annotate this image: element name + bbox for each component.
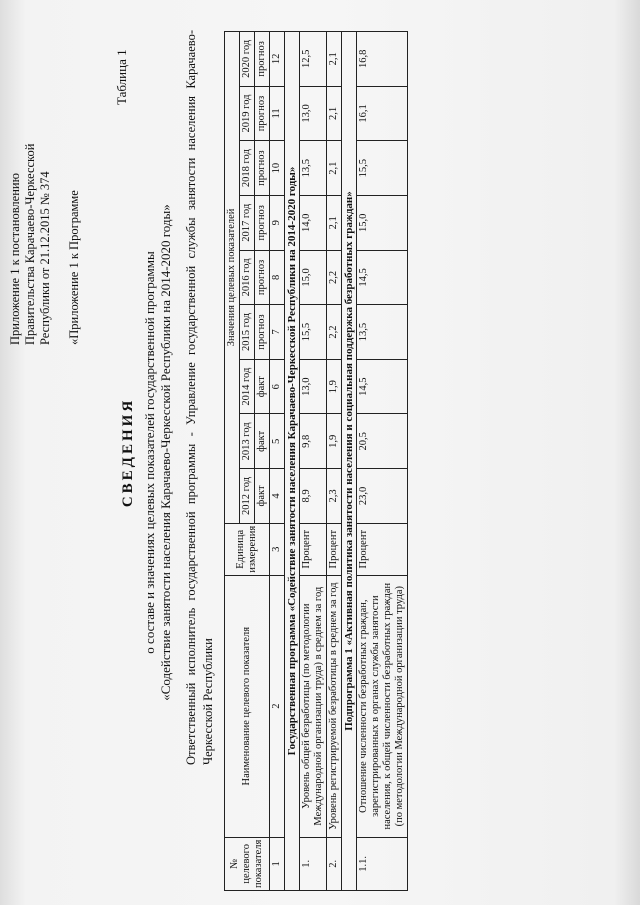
column-number: 9 — [270, 195, 285, 250]
header-year: 2017 год — [240, 195, 255, 250]
appendix-line-2: Правительства Карачаево-Черкесской — [23, 143, 37, 345]
row-indicator-name: Уровень регистрируемой безработицы в среднем за год — [327, 575, 342, 837]
row-value: 14,5 — [357, 359, 408, 414]
column-number: 7 — [270, 305, 285, 360]
appendix-line-1: Приложение 1 к постановлению — [8, 173, 22, 345]
table-row — [300, 32, 327, 891]
appendix-line-4: «Приложение 1 к Программе — [67, 190, 81, 345]
column-number: 10 — [270, 141, 285, 196]
appendix-note — [8, 45, 82, 345]
row-value: 15,5 — [357, 141, 408, 196]
row-value: 2,2 — [327, 305, 342, 360]
row-number: 1. — [300, 837, 327, 890]
header-year: 2020 год — [240, 32, 255, 87]
responsible-executor: Ответственный исполнитель государственной программы - Управление государственной службы занятости населения Карачаево-Черкесской Республики — [184, 30, 215, 765]
table-header-row-1 — [225, 32, 240, 891]
row-value: 2,1 — [327, 195, 342, 250]
header-status: прогноз — [255, 250, 270, 305]
header-status: прогноз — [255, 195, 270, 250]
document-subtitle-1: о составе и значениях целевых показателей государственной программы — [142, 251, 157, 654]
row-unit: Процент — [300, 523, 327, 575]
header-name: Наименование целевого показателя — [225, 575, 270, 837]
row-value: 15,0 — [357, 195, 408, 250]
column-number: 4 — [270, 469, 285, 524]
row-value: 1,9 — [327, 414, 342, 469]
row-value: 23,0 — [357, 469, 408, 524]
header-unit: Единица измерения — [225, 523, 270, 575]
section-title-program: Государственная программа «Содействие занятости населения Карачаево-Черкесской Республики на 2014-2020 годы» — [285, 32, 300, 891]
row-value: 16,1 — [357, 86, 408, 141]
header-status: прогноз — [255, 305, 270, 360]
document-subtitle-2: «Содействие занятости населения Карачаево-Черкесской Республики на 2014-2020 годы» — [158, 204, 173, 701]
row-value: 2,2 — [327, 250, 342, 305]
row-value: 13,0 — [300, 359, 327, 414]
header-year: 2012 год — [240, 469, 255, 524]
row-value: 1,9 — [327, 359, 342, 414]
header-year: 2013 год — [240, 414, 255, 469]
header-status: факт — [255, 359, 270, 414]
row-unit: Процент — [327, 523, 342, 575]
header-year: 2018 год — [240, 141, 255, 196]
section-title-subprogram-1: Подпрограмма 1 «Активная политика занятости населения и социальная поддержка безработных граждан» — [342, 32, 357, 891]
row-indicator-name: Отношение численности безработных граждан, зарегистрированных в органах службы занятости населения, к общей численности безработных граждан (по методологии Международной организации труда) — [357, 575, 408, 837]
row-value: 13,0 — [300, 86, 327, 141]
row-value: 8,9 — [300, 469, 327, 524]
row-value: 13,5 — [300, 141, 327, 196]
header-year: 2019 год — [240, 86, 255, 141]
row-value: 9,8 — [300, 414, 327, 469]
row-value: 2,1 — [327, 32, 342, 87]
section-row-subprogram-1 — [342, 32, 357, 891]
row-value: 20,5 — [357, 414, 408, 469]
header-year: 2016 год — [240, 250, 255, 305]
header-status: прогноз — [255, 86, 270, 141]
row-value: 13,5 — [357, 305, 408, 360]
header-values-group: Значения целевых показателей — [225, 32, 240, 524]
header-status: прогноз — [255, 141, 270, 196]
row-value: 15,5 — [300, 305, 327, 360]
table-column-numbers — [270, 32, 285, 891]
row-value: 16,8 — [357, 32, 408, 87]
header-status: факт — [255, 414, 270, 469]
header-number: № целевого показателя — [225, 837, 270, 890]
row-value: 14,5 — [357, 250, 408, 305]
column-number: 5 — [270, 414, 285, 469]
header-year: 2015 год — [240, 305, 255, 360]
column-number: 12 — [270, 32, 285, 87]
row-value: 12,5 — [300, 32, 327, 87]
row-number: 1.1. — [357, 837, 408, 890]
appendix-line-3: Республики от 21.12.2015 № 374 — [38, 171, 52, 345]
row-value: 14,0 — [300, 195, 327, 250]
section-row-program — [285, 32, 300, 891]
column-number: 3 — [270, 523, 285, 575]
column-number: 1 — [270, 837, 285, 890]
header-year: 2014 год — [240, 359, 255, 414]
row-value: 2,1 — [327, 86, 342, 141]
column-number: 6 — [270, 359, 285, 414]
row-indicator-name: Уровень общей безработицы (по методологии Международной организации труда) в среднем за год — [300, 575, 327, 837]
table-number: Таблица 1 — [114, 49, 129, 105]
header-status: факт — [255, 469, 270, 524]
header-status: прогноз — [255, 32, 270, 87]
row-value: 2,3 — [327, 469, 342, 524]
row-value: 15,0 — [300, 250, 327, 305]
column-number: 11 — [270, 86, 285, 141]
row-unit: Процент — [357, 523, 408, 575]
column-number: 8 — [270, 250, 285, 305]
document-title: СВЕДЕНИЯ — [120, 397, 136, 508]
table-row — [357, 32, 408, 891]
column-number: 2 — [270, 575, 285, 837]
row-value: 2,1 — [327, 141, 342, 196]
row-number: 2. — [327, 837, 342, 890]
table-row — [327, 32, 342, 891]
indicators-table — [224, 31, 408, 891]
